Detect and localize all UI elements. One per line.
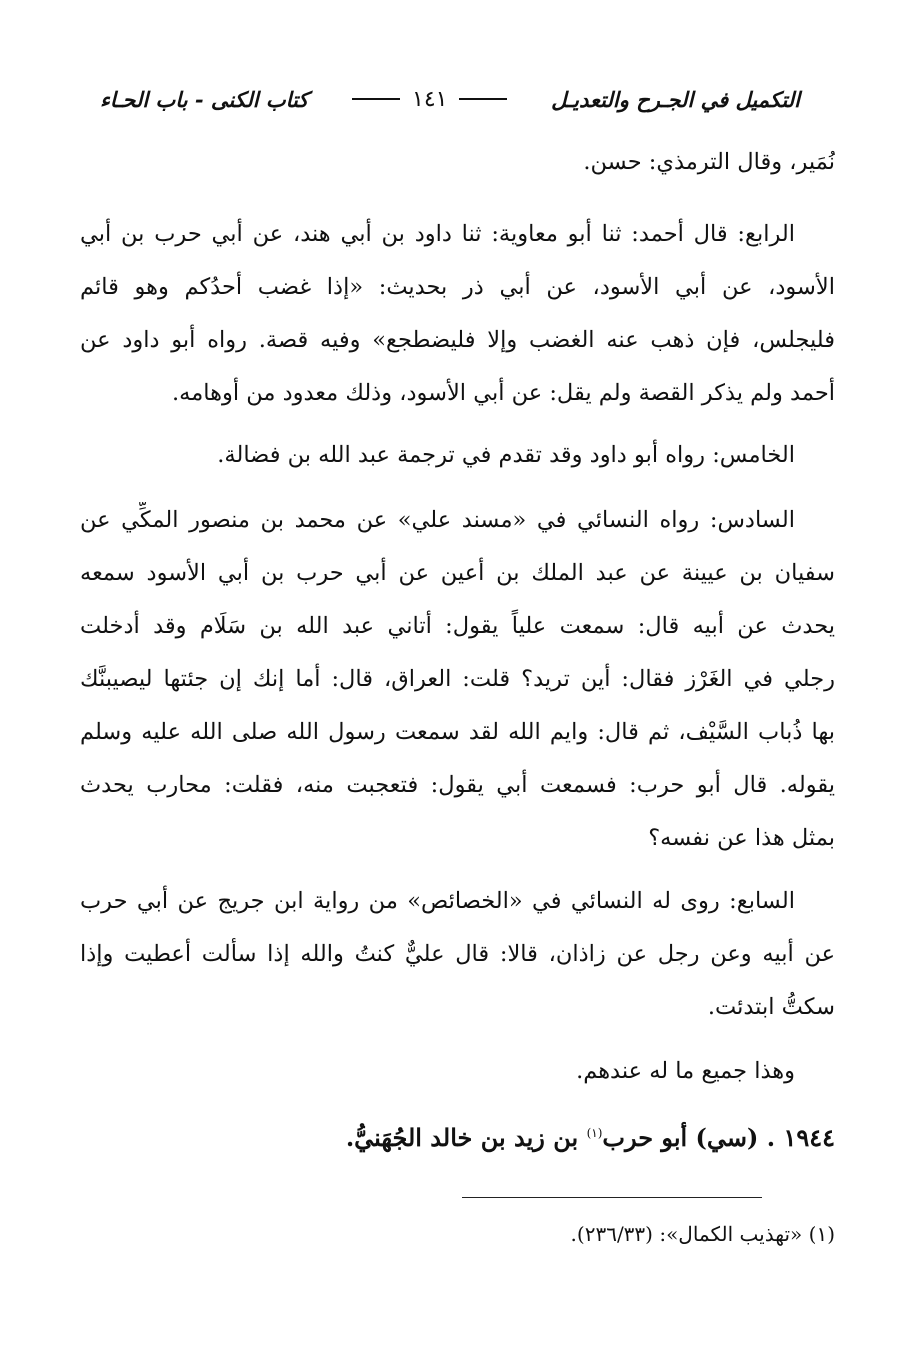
footnote: (١) «تهذيب الكمال»: (٢٣٦/٣٣).	[570, 1222, 835, 1246]
text-line: نُمَير، وقال الترمذي: حسن.	[583, 149, 835, 175]
text-line: السادس: رواه النسائي في «مسند علي» عن محمد بن منصور المكِّي عن	[80, 507, 795, 533]
text-line: وهذا جميع ما له عندهم.	[576, 1058, 795, 1084]
header-chapter-title: كتاب الكنى - باب الحـاء	[100, 86, 309, 112]
text-line: يقوله. قال أبو حرب: فسمعت أبي يقول: فتعجبت منه، فقلت: محارب يحدث	[80, 772, 835, 798]
footnote-ref: (١)	[586, 1126, 603, 1140]
text-line: الأسود، عن أبي الأسود، عن أبي ذر بحديث: «إذا غضب أحدُكم وهو قائم	[80, 274, 835, 300]
entry-name-start: أبو حرب	[602, 1123, 688, 1152]
text-line: فليجلس، فإن ذهب عنه الغضب وإلا فليضطجع» وفيه قصة. رواه أبو داود عن	[80, 327, 835, 353]
entry-code: (سي)	[695, 1123, 759, 1152]
text-line: سفيان بن عيينة عن عبد الملك بن أعين عن أبي حرب بن أبي الأسود سمعه	[80, 560, 835, 586]
entry-number: ١٩٤٤ .	[766, 1123, 835, 1152]
entry-name-end: بن زيد بن خالد الجُهَنيُّ.	[345, 1123, 579, 1152]
page-number: ١٤١	[412, 86, 448, 112]
text-line: بها ذُباب السَّيْف، ثم قال: وايم الله لقد سمعت رسول الله صلى الله عليه وسلم	[80, 719, 835, 745]
header-page-number-group	[352, 87, 507, 112]
header-dash-left	[352, 98, 400, 100]
text-line: يحدث عن أبيه قال: سمعت علياً يقول: أتاني عبد الله بن سَلَام وقد أدخلت	[80, 613, 835, 639]
running-header	[100, 82, 800, 116]
text-line: أحمد ولم يذكر القصة ولم يقل: عن أبي الأسود، وذلك معدود من أوهامه.	[172, 380, 835, 406]
text-line: رجلي في الغَرْز فقال: أين تريد؟ قلت: العراق، قال: أما إنك إن جئتها ليصيبنَّك	[80, 666, 835, 692]
text-line: سكتُّ ابتدئت.	[707, 994, 835, 1020]
header-dash-right	[459, 98, 507, 100]
text-line: بمثل هذا عن نفسه؟	[648, 825, 835, 851]
text-line: الرابع: قال أحمد: ثنا أبو معاوية: ثنا داود بن أبي هند، عن أبي حرب بن أبي	[80, 221, 795, 247]
entry-heading	[346, 1115, 835, 1156]
text-line: السابع: روى له النسائي في «الخصائص» من رواية ابن جريج عن أبي حرب	[80, 888, 795, 914]
header-book-title: التكميل في الجـرح والتعديـل	[551, 86, 800, 112]
text-line: عن أبيه وعن رجل عن زاذان، قالا: قال عليٌّ كنتُ والله إذا سألت أعطيت وإذا	[80, 941, 835, 967]
text-line: الخامس: رواه أبو داود وقد تقدم في ترجمة عبد الله بن فضالة.	[217, 442, 795, 468]
footnote-divider	[462, 1197, 762, 1198]
